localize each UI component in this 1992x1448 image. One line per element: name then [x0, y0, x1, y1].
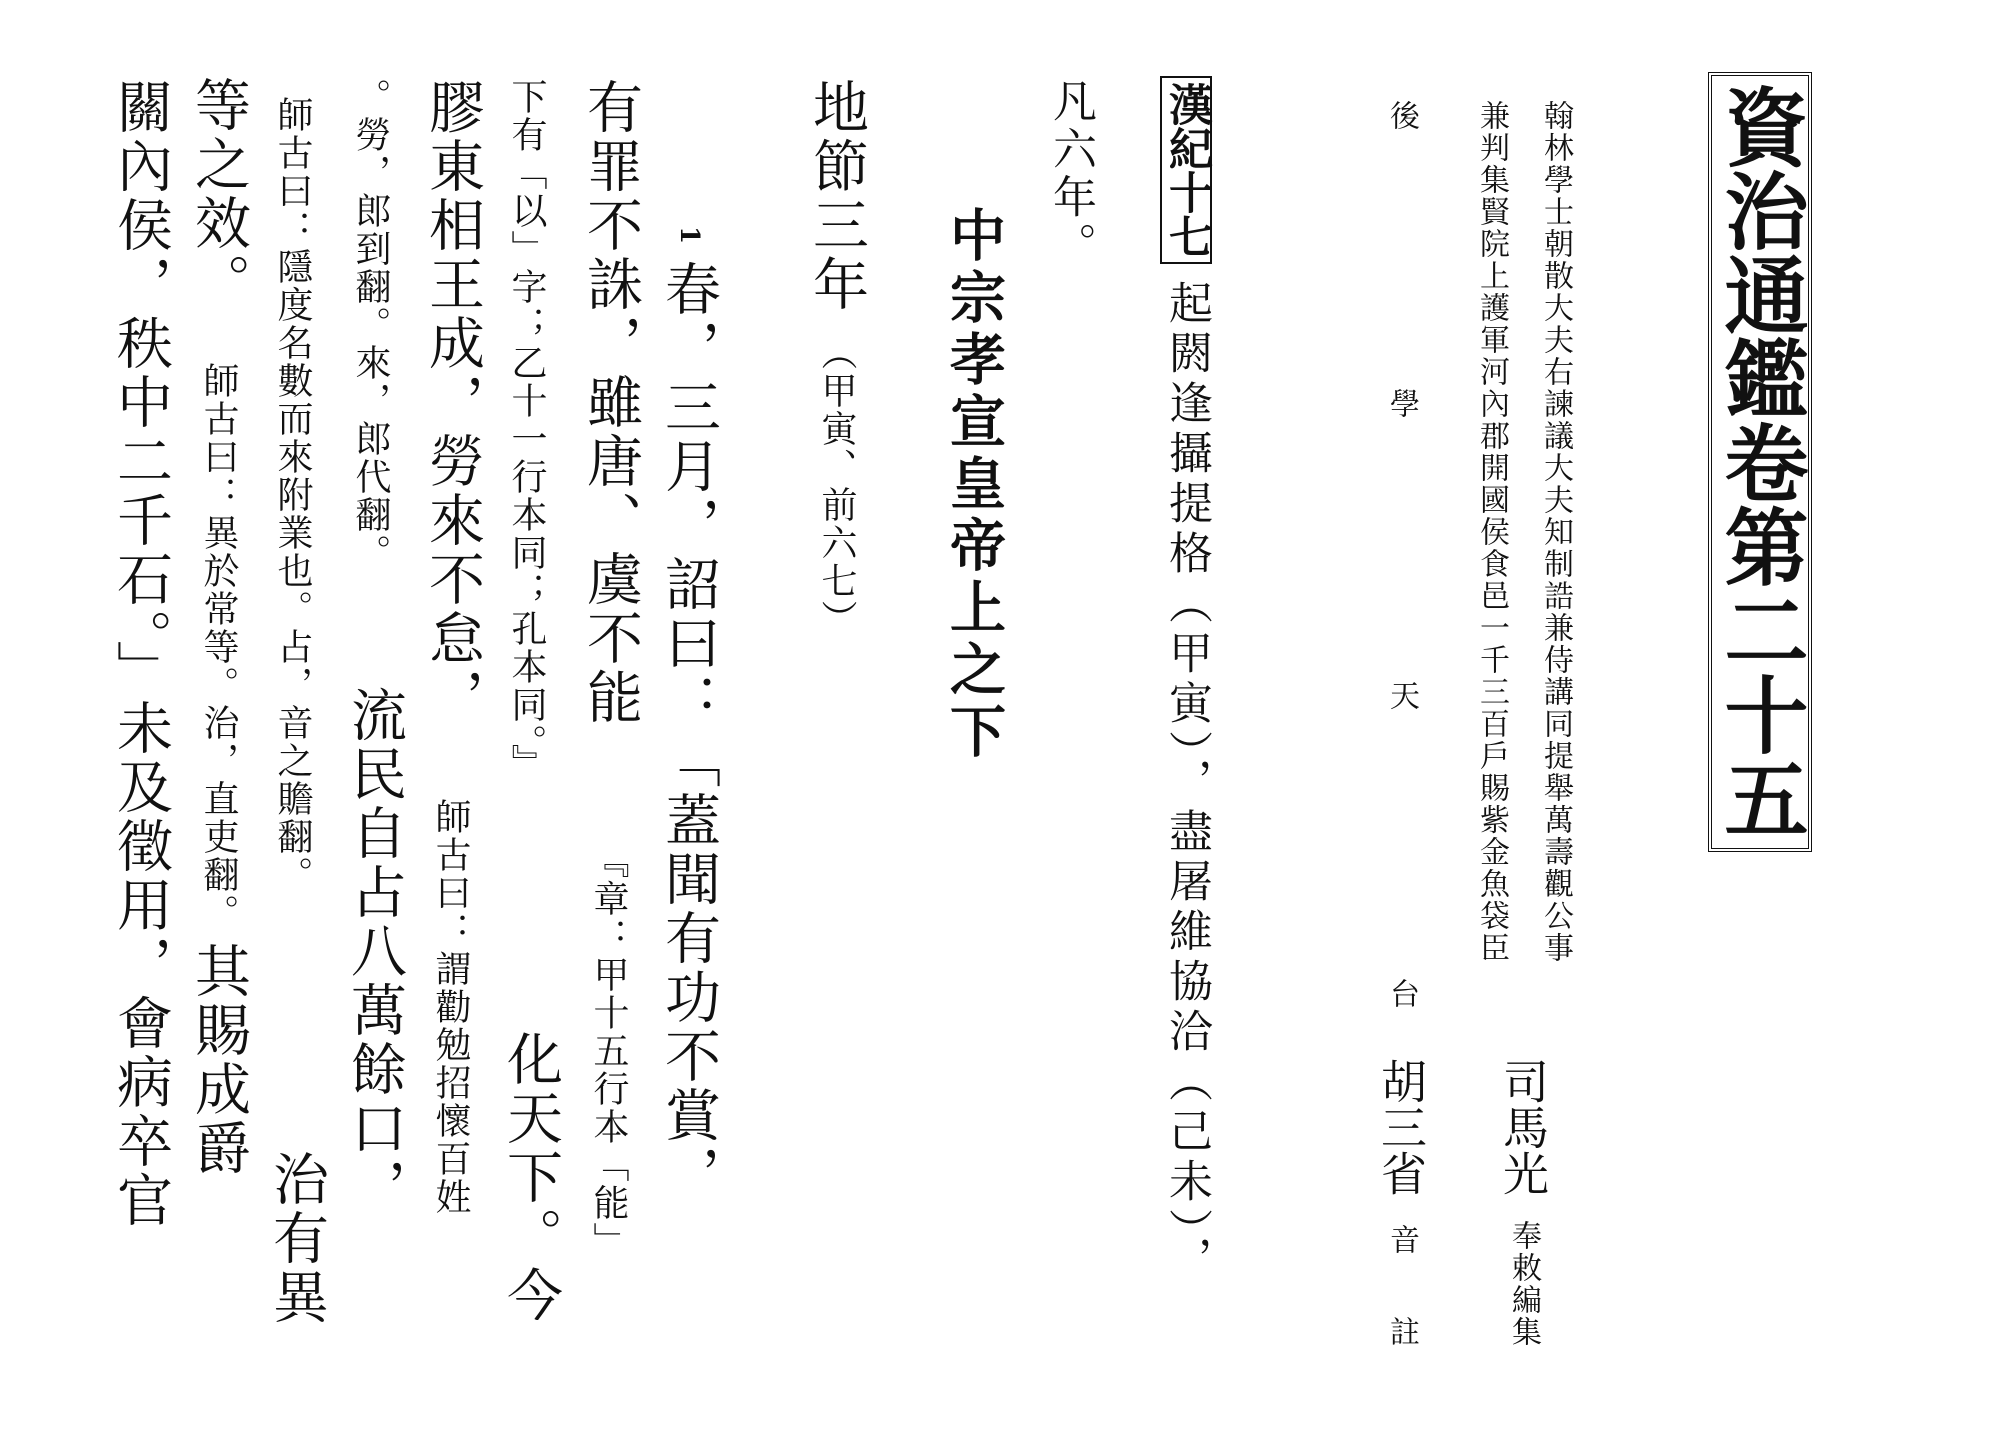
chronicle-range: 起閼逢攝提格（甲寅），盡屠維協洽（己未），	[1161, 280, 1212, 1286]
year-note: （甲寅、前六七）	[816, 334, 857, 638]
year-heading: 地節三年	[804, 78, 869, 314]
body-column-8: 關內侯，秩中二千石。」未及徵用，會病卒官	[108, 78, 173, 1230]
author-2-title-char-2: 學	[1384, 388, 1419, 420]
chapter-title: 中宗孝宣皇帝上之下	[941, 206, 1007, 764]
body-column-3-note: 下有「以」字；乙十一行本同；孔本同。』	[506, 78, 547, 782]
author-2-role-char-2: 註	[1384, 1316, 1419, 1348]
body-column-4-note: 師古曰：謂勸勉招懷百姓	[430, 798, 471, 1216]
chronicle-tag: 漢紀十七	[1160, 76, 1212, 264]
author-2-role-char-1: 音	[1384, 1224, 1419, 1256]
author-1-name: 司馬光	[1496, 1058, 1550, 1196]
author-2-title-char-3: 天	[1384, 680, 1419, 712]
body-column-6: 治有異	[264, 1150, 329, 1327]
body-column-3: 化天下。今	[498, 1030, 563, 1325]
paragraph-number: 1	[674, 226, 704, 245]
author-1-role: 奉敕編集	[1506, 1220, 1541, 1348]
body-column-4: 膠東相王成，勞來不怠，	[420, 78, 485, 727]
author-1-title-line-1: 翰林學士朝散大夫右諫議大夫知制誥兼侍講同提舉萬壽觀公事	[1538, 100, 1573, 964]
body-column-1: 春，三月，詔曰：「蓋聞有功不賞，	[656, 260, 721, 1204]
body-column-7-note: 師古曰：異於常等。治，直吏翻。	[198, 362, 239, 932]
body-column-7-text-b: 其賜成爵	[186, 942, 251, 1178]
book-title: 資治通鑑卷第二十五	[1708, 72, 1812, 852]
body-column-5-note: 。勞，郎到翻。來，郎代翻。	[350, 78, 391, 572]
body-column-7	[186, 76, 251, 1178]
chronicle-years: 凡六年。	[1045, 78, 1096, 270]
author-2-title-char-4: 台	[1384, 978, 1419, 1010]
body-column-7-text-a: 等之效。	[186, 76, 251, 312]
body-column-2: 有罪不誅，雖唐、虞不能	[578, 78, 643, 727]
author-1-title-line-2: 兼判集賢院上護軍河內郡開國侯食邑一千三百戶賜紫金魚袋臣	[1474, 100, 1509, 964]
chronicle-column	[1160, 76, 1212, 1286]
body-column-2-note: 『章：甲十五行本「能」	[588, 842, 629, 1260]
body-column-6-note: 師古曰：隱度名數而來附業也。占，音之贍翻。	[272, 96, 313, 894]
year-heading-column	[804, 78, 869, 638]
body-column-5: 流民自占八萬餘口，	[342, 686, 407, 1217]
author-2-name: 胡三省	[1374, 1058, 1428, 1196]
author-2-title-char-1: 後	[1384, 100, 1419, 132]
